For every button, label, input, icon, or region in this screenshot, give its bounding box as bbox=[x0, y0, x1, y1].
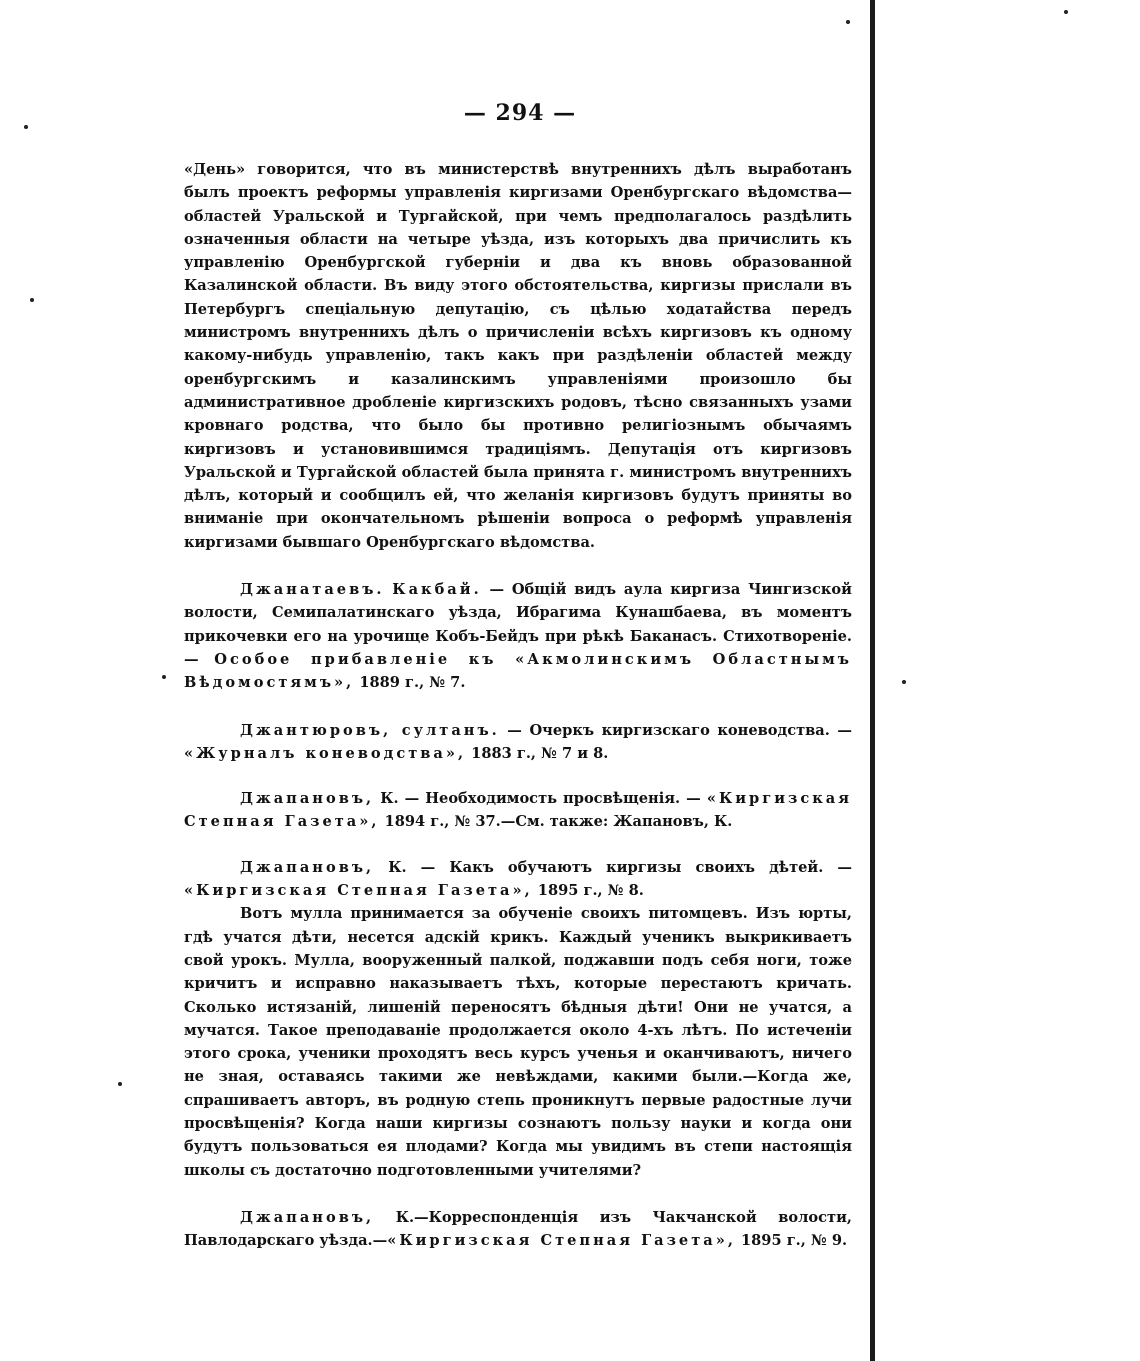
entry-tail: 1883 г., № 7 и 8. bbox=[466, 744, 609, 762]
entry-tail: 1889 г., № 7. bbox=[354, 674, 466, 692]
entry-source: «Киргизская Степная Газета», bbox=[387, 1232, 736, 1250]
entry-summary-paragraph: Вотъ мулла принимается за обученіе своихъ питомцевъ. Изъ юрты, гдѣ учатся дѣти, несется адскій крикъ. Каждый ученикъ выкрикиваетъ свой урокъ. Мулла, вооруженный палкой, поджавши подъ себя ноги, тоже кричитъ и исправно наказываетъ тѣхъ, которые перестаютъ кричать. Сколько истязаній, лишеній переносятъ бѣдныя дѣти! Они не учатся, а мучатся. Такое преподаваніе продолжается около 4-хъ лѣтъ. По истеченіи этого срока, ученики проходятъ весь курсъ ученья и оканчиваютъ, ничего не зная, оставаясь такими же невѣждами, какими были.—Когда же, спрашиваетъ авторъ, въ родную степь проникнутъ первые радостные лучи просвѣщенія? Когда наши киргизы сознаютъ пользу науки и когда они будутъ пользоваться ея плодами? Когда мы увидимъ въ степи настоящія школы съ достаточно подготовленными учителями? bbox=[184, 905, 852, 1179]
entry-author-name: Какбай. bbox=[392, 581, 482, 599]
intro-paragraph: «День» говорится, что въ министерствѣ внутреннихъ дѣлъ выработанъ былъ проектъ реформы управленія киргизами Оренбургскаго вѣдомства—областей Уральской и Тургайской, при чемъ предполагалось раздѣлить означенныя области на четыре уѣзда, изъ которыхъ два причислить къ управленію Оренбургской губерніи и два къ вновь образованной Казалинской области. Въ виду этого обстоятельства, киргизы прислали въ Петербургъ спеціальную депутацію, съ цѣлью ходатайства передъ министромъ внутреннихъ дѣлъ о причисленіи всѣхъ киргизовъ къ одному какому-нибудь управленію, такъ какъ при раздѣленіи областей между оренбургскимъ и казалинскимъ управленіями произошло бы административное дробленіе киргизскихъ родовъ, тѣсно связанныхъ узами кровнаго родства, что было бы противно религіознымъ обычаямъ киргизовъ и установившимся традиціямъ. Депутація отъ киргизовъ Уральской и Тургайской областей была принята г. министромъ внутреннихъ дѣлъ, который и сообщилъ ей, что желанія киргизовъ будутъ приняты во вниманіе при окончательномъ рѣшеніи вопроса о реформѣ управленія киргизами бывшаго Оренбургскаго вѣдомства. bbox=[184, 161, 852, 551]
entry-text: — Общій видъ аула киргиза Чингизской волости, Семипалатинскаго уѣзда, Ибрагима Кунашбаева, въ моментъ прикочевки его на урочище Кобъ-Бейдъ при рѣкѣ Баканасъ. Стихотвореніе.— bbox=[184, 581, 852, 668]
entry-tail: 1895 г., № 8. bbox=[532, 882, 644, 900]
scan-speck bbox=[24, 125, 28, 129]
entry-source: «Журналъ коневодства», bbox=[184, 744, 467, 762]
entry-author: Джанатаевъ. bbox=[240, 581, 385, 599]
scan-speck bbox=[846, 20, 850, 24]
entry-source: «Киргизская Степная Газета», bbox=[184, 882, 533, 900]
scan-speck bbox=[902, 680, 906, 684]
page-binding-edge bbox=[870, 0, 875, 1361]
text-column bbox=[184, 158, 852, 1252]
page-number: — 294 — bbox=[463, 100, 577, 126]
entry-text: К. — Какъ обучаютъ киргизы своихъ дѣтей. — bbox=[374, 858, 852, 876]
bibliography-entry bbox=[184, 787, 852, 834]
bibliography-entry bbox=[184, 856, 852, 903]
scan-speck bbox=[162, 675, 166, 679]
entry-author: Джапановъ, bbox=[240, 858, 375, 876]
entry-author: Джапановъ, bbox=[240, 1208, 375, 1226]
entry-text: К.—Корреспонденція изъ Чакчанской волости, Павлодарскаго уѣзда.— bbox=[184, 1208, 852, 1250]
scan-speck bbox=[30, 298, 34, 302]
entry-text: К. — Необходимость просвѣщенія. — bbox=[374, 790, 707, 808]
bibliography-entry bbox=[184, 1206, 852, 1253]
entry-source: «Киргизская Степная Газета», bbox=[184, 790, 852, 831]
scan-speck bbox=[118, 1082, 122, 1086]
entry-author: Джапановъ, bbox=[240, 790, 375, 808]
entry-author: Джантюровъ, султанъ. bbox=[240, 721, 500, 739]
bibliography-entry bbox=[184, 578, 852, 694]
entry-tail: 1895 г., № 9. bbox=[735, 1232, 848, 1250]
entry-tail: 1894 г., № 37.—См. также: Жапановъ, К. bbox=[379, 813, 733, 831]
scan-speck bbox=[1064, 10, 1068, 14]
bibliography-entry bbox=[184, 719, 852, 766]
entry-source: Особое прибавленіе къ «Акмолинскимъ Областнымъ Вѣдомостямъ», bbox=[184, 650, 852, 692]
entry-text: — Очеркъ киргизскаго коневодства. — bbox=[499, 721, 852, 739]
